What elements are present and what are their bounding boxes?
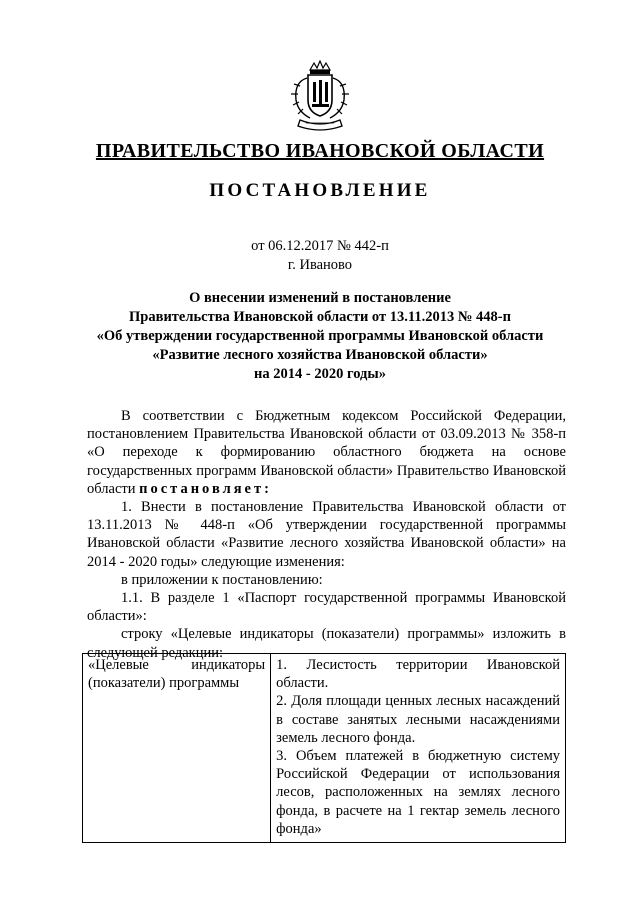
indicator-item: 3. Объем платежей в бюджетную систему Российской Федерации от использования лесов, расположенных на землях лесного фонда, в расчете на 1 гектар земель лесного фонда» [276, 748, 560, 837]
body-paragraph: строку «Целевые индикаторы (показатели) программы» изложить в следующей редакции: [87, 626, 566, 661]
body-paragraph [87, 407, 566, 498]
coat-of-arms-icon [286, 60, 354, 132]
table-row [83, 654, 566, 843]
indicator-item: 2. Доля площади ценных лесных насаждений в составе занятых лесными насаждениями земель лесного фонда. [276, 693, 560, 746]
resolves-word: постановляет: [139, 480, 272, 497]
heading-line: Правительства Ивановской области от 13.11.2013 № 448-п [129, 309, 511, 325]
document-type: ПОСТАНОВЛЕНИЕ [209, 180, 431, 201]
table-label-cell: «Целевые индикаторы (показатели) программы [83, 654, 271, 843]
indicators-table [82, 653, 566, 843]
heading-line: на 2014 - 2020 годы» [254, 366, 386, 382]
body-paragraph: 1. Внести в постановление Правительства Ивановской области от 13.11.2013 № 448-п «Об утверждении государственной программы Ивановской области «Развитие лесного хозяйства Ивановской области» на 2014 - 2020 годы» следующие изменения: [87, 499, 566, 570]
table-items-cell [271, 654, 566, 843]
document-heading [80, 289, 560, 384]
document-city: г. Иваново [287, 257, 353, 273]
body-paragraph: в приложении к постановлению: [121, 571, 323, 588]
heading-line: «Об утверждении государственной программы Ивановской области [96, 328, 544, 344]
government-title: ПРАВИТЕЛЬСТВО ИВАНОВСКОЙ ОБЛАСТИ [95, 140, 545, 162]
preamble-text: В соответствии с Бюджетным кодексом Российской Федерации, постановлением Правительства Ивановской области от 03.09.2013 № 358-п «О переходе к формированию областного бюджета на основе государственных программ Ивановской области» Правительство Ивановской области [87, 408, 566, 497]
heading-line: О внесении изменений в постановление [189, 290, 451, 306]
document-date: от 06.12.2017 № 442-п [251, 238, 389, 254]
heading-line: «Развитие лесного хозяйства Ивановской области» [152, 347, 488, 363]
body-paragraph: 1.1. В разделе 1 «Паспорт государственной программы Ивановской области»: [87, 590, 566, 625]
document-body [87, 407, 566, 662]
indicator-item: 1. Лесистость территории Ивановской области. [276, 657, 560, 692]
